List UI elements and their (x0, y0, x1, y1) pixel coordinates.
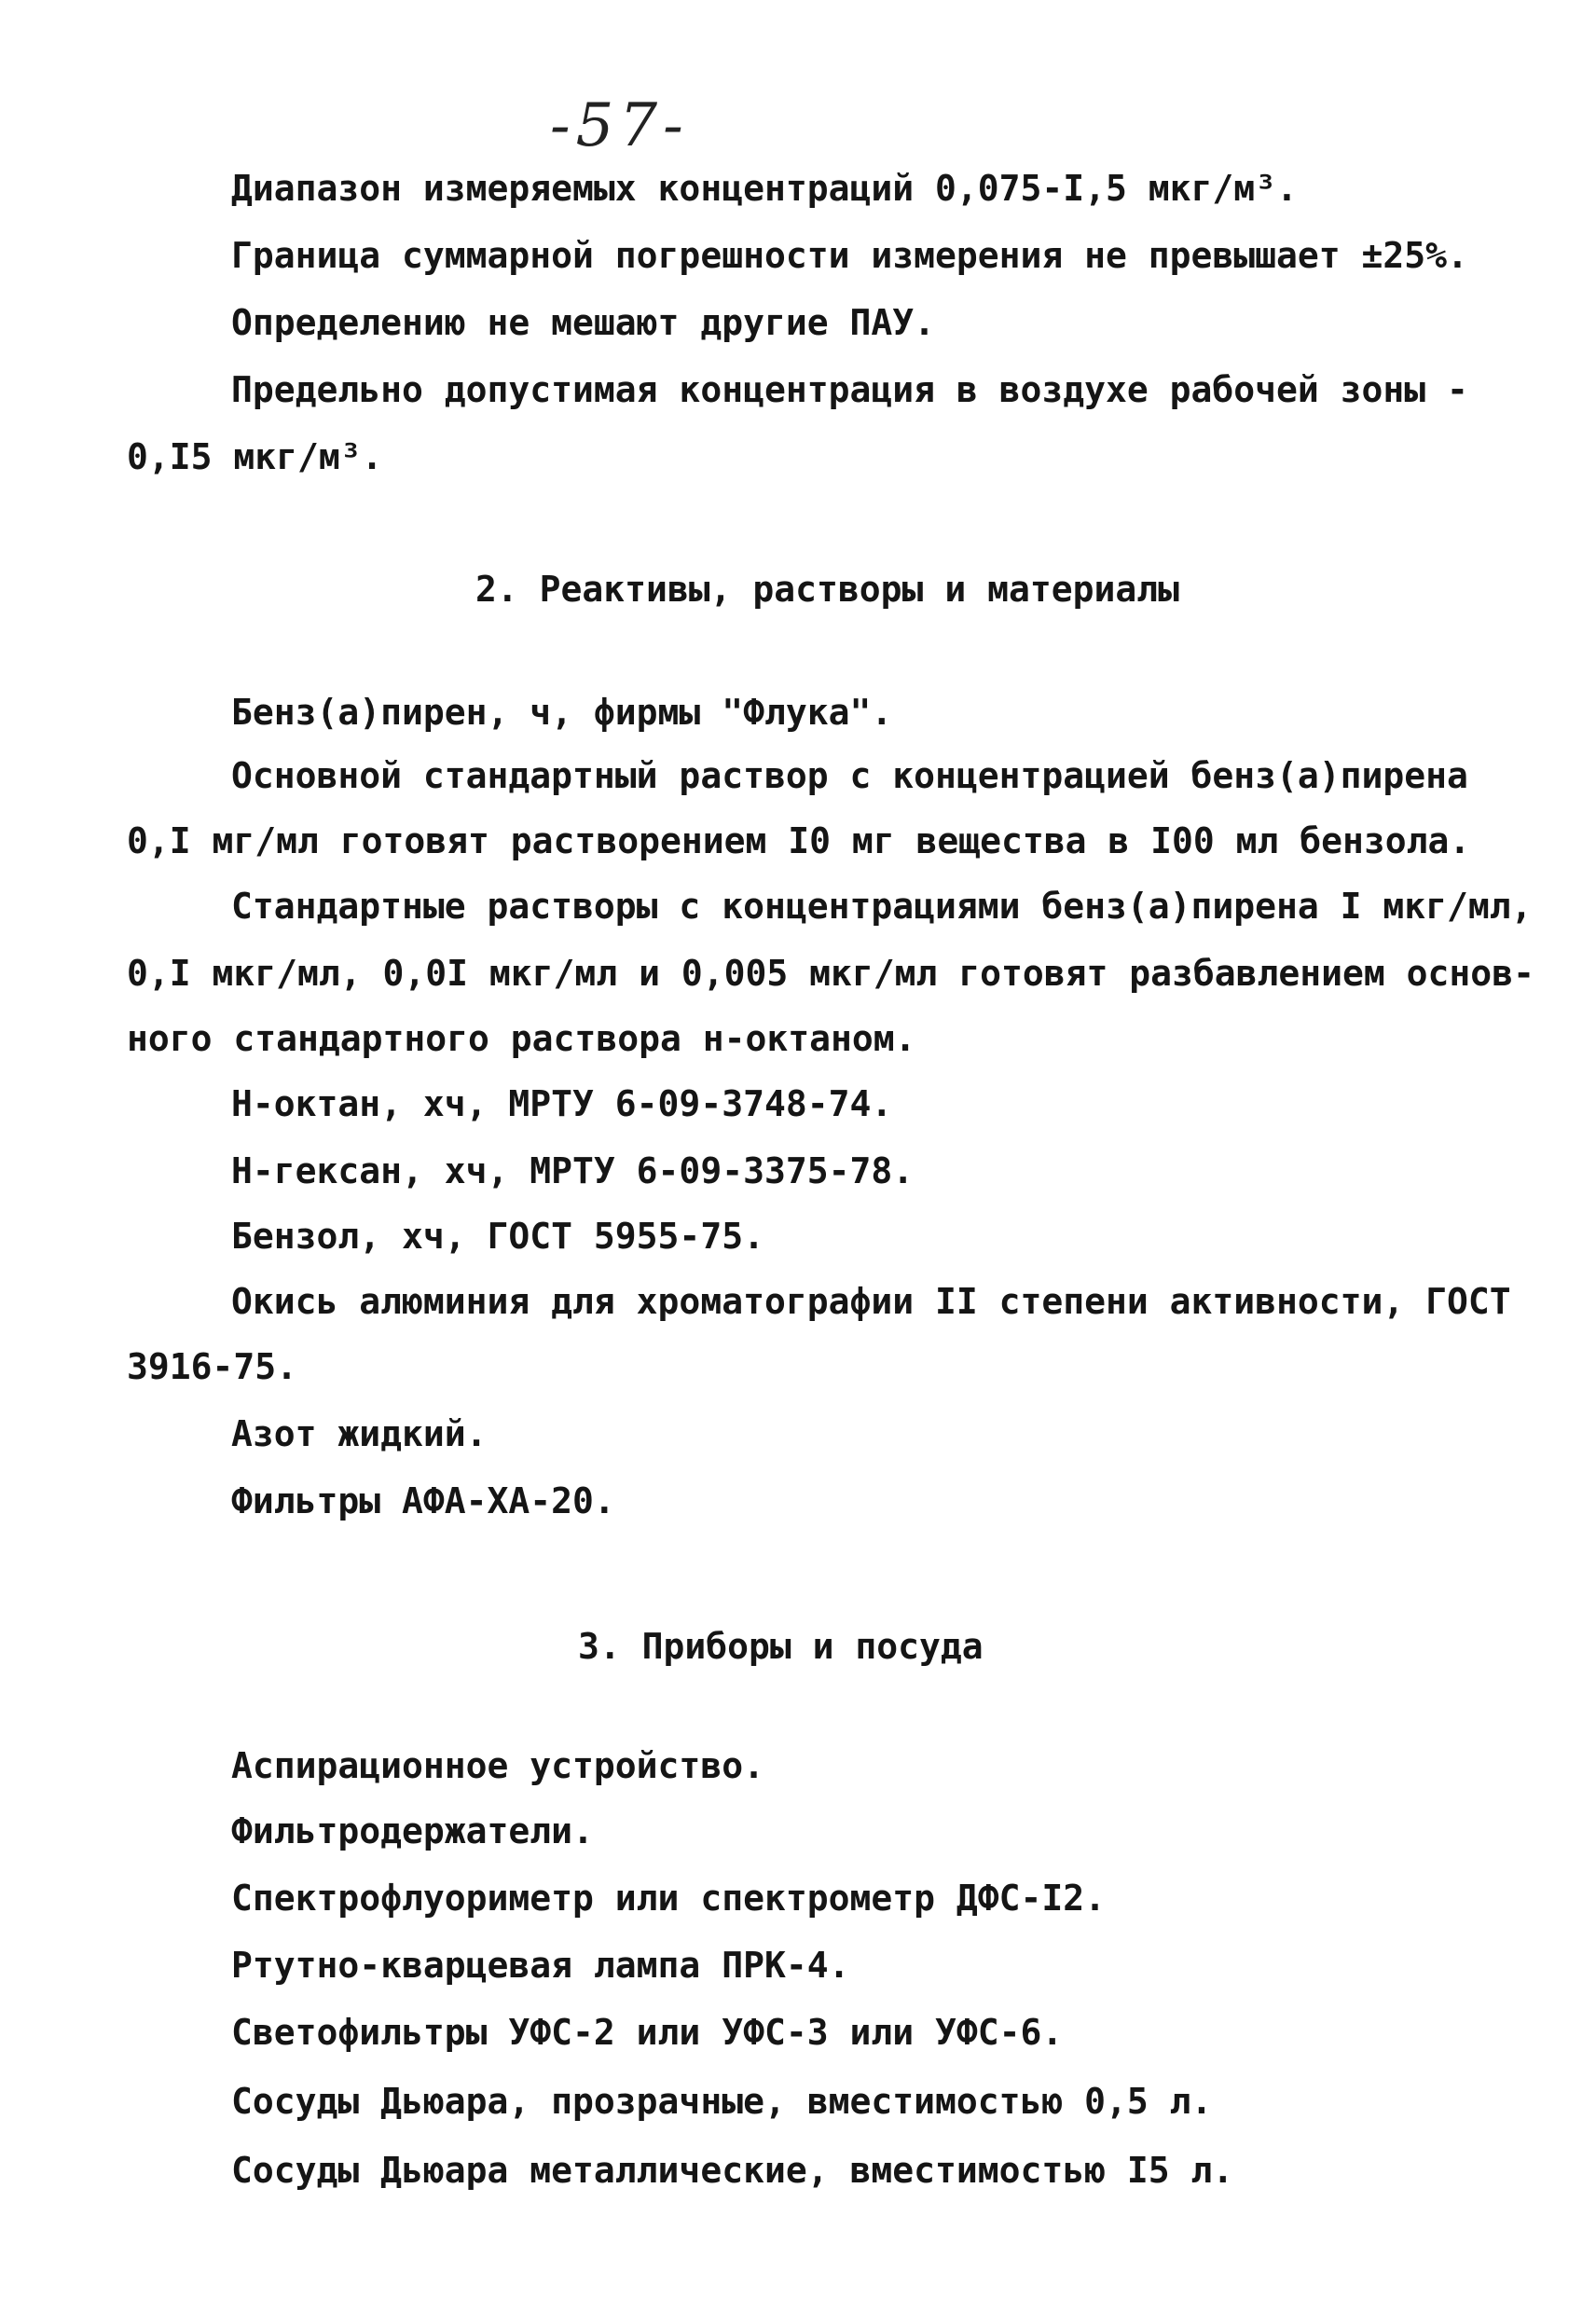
equipment-light-filters: Светофильтры УФС-2 или УФС-3 или УФС-6. (231, 2012, 1064, 2053)
reagent-benzene: Бензол, хч, ГОСТ 5955-75. (231, 1216, 764, 1257)
reagent-filters: Фильтры АФА-ХА-20. (231, 1480, 615, 1521)
equipment-lamp: Ртутно-кварцевая лампа ПРК-4. (231, 1945, 850, 1986)
reagent-nitrogen: Азот жидкий. (231, 1413, 488, 1454)
equipment-dewar-clear: Сосуды Дьюара, прозрачные, вместимостью 0,5 л. (231, 2081, 1213, 2122)
measurement-range: Диапазон измеряемых концентраций 0,075-I,5 мкг/м³. (231, 168, 1298, 209)
section-3-heading: 3. Приборы и посуда (578, 1626, 984, 1667)
alumina-line-1: Окись алюминия для хроматографии II степени активности, ГОСТ (231, 1281, 1511, 1322)
reagent-bap: Бенз(а)пирен, ч, фирмы "Флука". (231, 692, 893, 733)
reagent-octane: Н-октан, хч, МРТУ 6-09-3748-74. (231, 1083, 893, 1124)
stock-solution-line-1: Основной стандартный раствор с концентрацией бенз(а)пирена (231, 755, 1468, 796)
standard-solutions-line-3: ного стандартного раствора н-октаном. (127, 1018, 916, 1059)
section-2-heading: 2. Реактивы, растворы и материалы (475, 569, 1179, 610)
equipment-filter-holders: Фильтродержатели. (231, 1810, 594, 1851)
equipment-aspirator: Аспирационное устройство. (231, 1745, 764, 1786)
mac-line-1: Предельно допустимая концентрация в воздухе рабочей зоны - (231, 369, 1468, 410)
mac-line-2: 0,I5 мкг/м³. (127, 436, 383, 477)
equipment-spectrofluorimeter: Спектрофлуориметр или спектрометр ДФС-I2. (231, 1878, 1106, 1919)
equipment-dewar-metal: Сосуды Дьюара металлические, вместимостью I5 л. (231, 2150, 1234, 2191)
alumina-line-2: 3916-75. (127, 1346, 298, 1387)
stock-solution-line-2: 0,I мг/мл готовят растворением I0 мг вещества в I00 мл бензола. (127, 820, 1471, 861)
error-limit: Граница суммарной погрешности измерения не превышает ±25%. (231, 235, 1468, 276)
standard-solutions-line-2: 0,I мкг/мл, 0,0I мкг/мл и 0,005 мкг/мл готовят разбавлением основ- (127, 953, 1534, 994)
page-number: -57- (550, 91, 689, 160)
standard-solutions-line-1: Стандартные растворы с концентрациями бенз(а)пирена I мкг/мл, (231, 886, 1533, 927)
no-interference: Определению не мешают другие ПАУ. (231, 302, 935, 343)
reagent-hexane: Н-гексан, хч, МРТУ 6-09-3375-78. (231, 1150, 915, 1191)
